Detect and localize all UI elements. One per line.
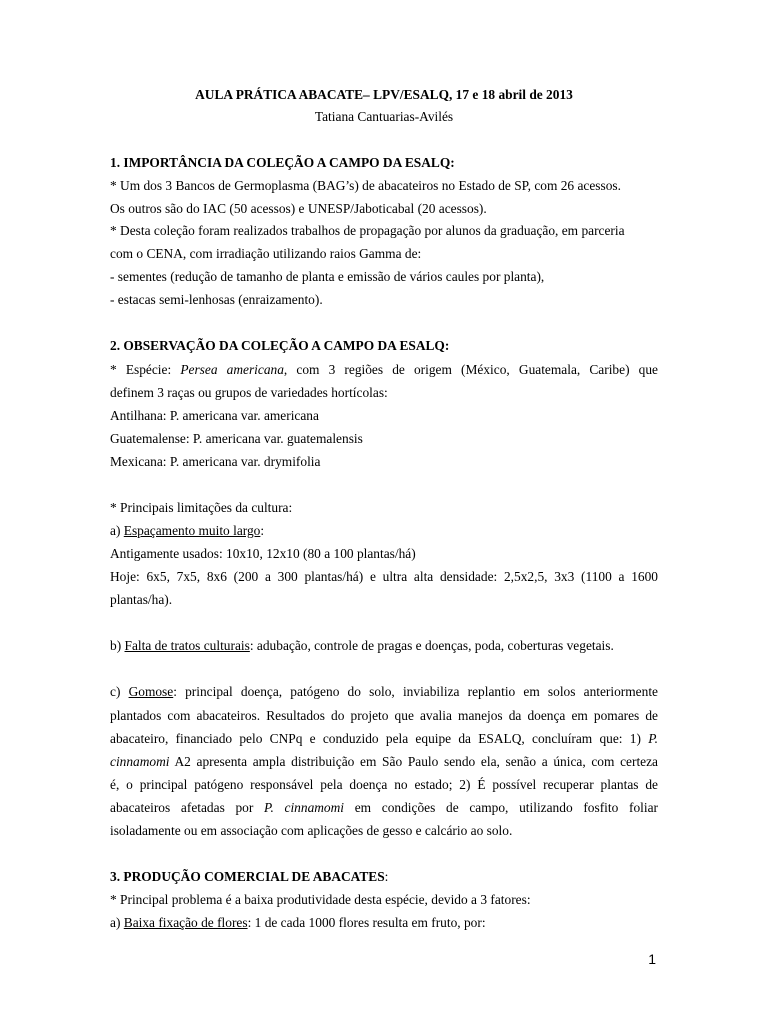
s1-line-5: - sementes (redução de tamanho de planta e emissão de vários caules por planta), [110,269,545,284]
s1-line-6: - estacas semi-lenhosas (enraizamento). [110,292,323,307]
s1-line-1: * Um dos 3 Bancos de Germoplasma (BAG’s) de abacateiros no Estado de SP, com 26 acessos. [110,178,621,193]
s3-item-a: a) Baixa fixação de flores: 1 de cada 1000 flores resulta em fruto, por: [110,915,486,930]
s2-item-c-line-5: é, o principal patógeno responsável pela doença no estado; 2) É possível recuperar plantas de [110,777,658,792]
s2-item-a-line-2: Hoje: 6x5, 7x5, 8x6 (200 a 300 plantas/há) e ultra alta densidade: 2,5x2,5, 3x3 (1100 a 1600 [110,569,658,584]
s2-limitations-intro: * Principais limitações da cultura: [110,500,293,515]
page-number: 1 [648,951,656,967]
s2-item-c-line-6: abacateiros afetadas por P. cinnamomi em condições de campo, utilizando fosfito foliar [110,800,658,815]
section-2-heading: 2. OBSERVAÇÃO DA COLEÇÃO A CAMPO DA ESALQ: [110,338,450,353]
s2-line-2: definem 3 raças ou grupos de variedades hortícolas: [110,385,388,400]
s2-line-1: * Espécie: Persea americana, com 3 regiões de origem (México, Guatemala, Caribe) que [110,362,658,377]
s1-line-3: * Desta coleção foram realizados trabalhos de propagação por alunos da graduação, em parceria [110,223,625,238]
s2-item-c-line-1: c) Gomose: principal doença, patógeno do solo, inviabiliza replantio em solos anteriormente [110,684,658,699]
section-3-heading: 3. PRODUÇÃO COMERCIAL DE ABACATES: [110,869,389,884]
s2-item-c-line-3: abacateiro, financiado pelo CNPq e conduzido pela equipe da ESALQ, concluíram que: 1) P. [110,731,658,746]
s1-line-2: Os outros são do IAC (50 acessos) e UNESP/Jaboticabal (20 acessos). [110,201,487,216]
s2-item-b: b) Falta de tratos culturais: adubação, controle de pragas e doenças, poda, coberturas vegetais. [110,638,614,653]
s2-line-4: Guatemalense: P. americana var. guatemalensis [110,431,363,446]
s2-item-c-line-2: plantados com abacateiros. Resultados do projeto que avalia manejos da doença em pomares de [110,708,658,723]
document-author: Tatiana Cantuarias-Avilés [314,109,454,124]
s2-item-a-line-1: Antigamente usados: 10x10, 12x10 (80 a 100 plantas/há) [110,546,416,561]
document-title: AULA PRÁTICA ABACATE– LPV/ESALQ, 17 e 18 abril de 2013 [195,87,573,102]
s2-item-a: a) Espaçamento muito largo: [110,523,265,538]
section-1-heading: 1. IMPORTÂNCIA DA COLEÇÃO A CAMPO DA ESALQ: [110,155,455,170]
s1-line-4: com o CENA, com irradiação utilizando raios Gamma de: [110,246,422,261]
s2-item-c-line-4: cinnamomi A2 apresenta ampla distribuição em São Paulo sendo ela, senão a única, com certeza [110,754,658,769]
s2-item-a-line-3: plantas/ha). [110,592,173,607]
s3-line-1: * Principal problema é a baixa produtividade desta espécie, devido a 3 fatores: [110,892,531,907]
s2-item-c-line-7: isoladamente ou em associação com aplicações de gesso e calcário ao solo. [110,823,513,838]
s2-line-5: Mexicana: P. americana var. drymifolia [110,454,321,469]
s2-line-3: Antilhana: P. americana var. americana [110,408,319,423]
